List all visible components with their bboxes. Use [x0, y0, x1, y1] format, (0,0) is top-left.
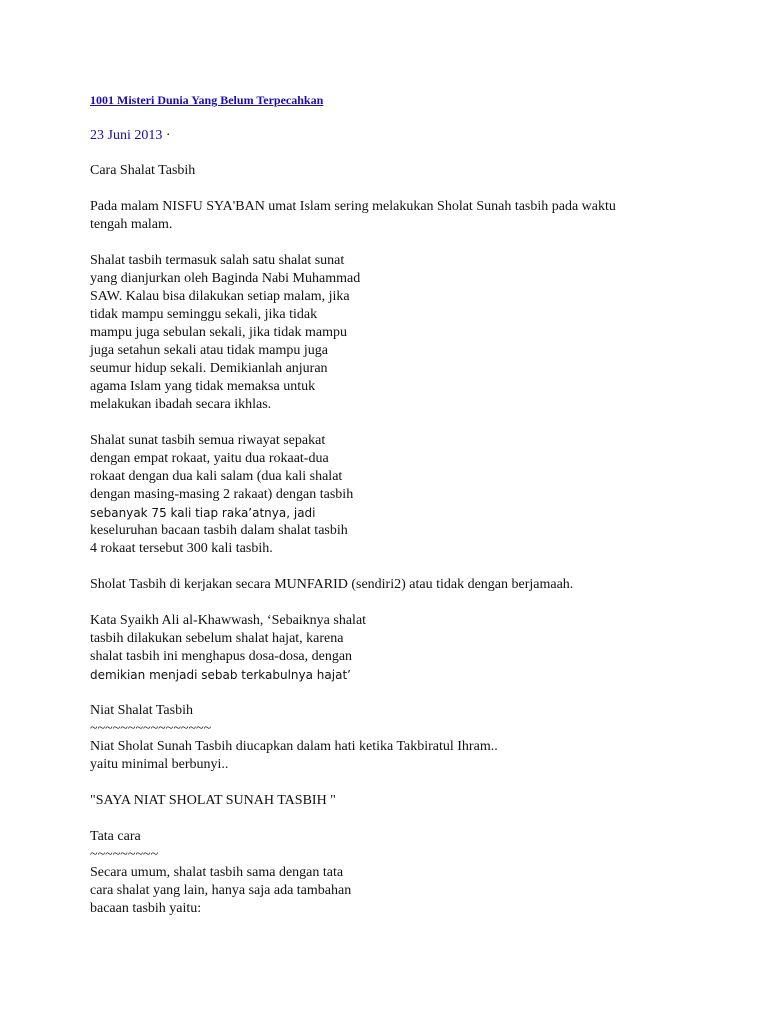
text-line: Niat Sholat Sunah Tasbih diucapkan dalam hati ketika Takbiratul Ihram.. [90, 739, 498, 754]
text-line: seumur hidup sekali. Demikianlah anjuran [90, 361, 328, 376]
text-line: tasbih dilakukan sebelum shalat hajat, karena [90, 631, 344, 646]
paragraph-munfarid [90, 576, 730, 594]
text-line: dengan masing-masing 2 rakaat) dengan tasbih [90, 487, 354, 502]
text-line: yaitu minimal berbunyi.. [90, 757, 229, 772]
text-line: mampu juga sebulan sekali, jika tidak mampu [90, 325, 347, 340]
text-line: juga setahun sekali atau tidak mampu juga [90, 343, 328, 358]
text-line: yang dianjurkan oleh Baginda Nabi Muhammad [90, 271, 361, 286]
blog-title-link[interactable]: 1001 Misteri Dunia Yang Belum Terpecahkan [90, 93, 324, 107]
paragraph-intro [90, 198, 730, 234]
tilde-divider: ~~~~~~~~~ [90, 847, 159, 862]
text-line: shalat tasbih ini menghapus dosa-dosa, dengan [90, 649, 353, 664]
post-date-link[interactable]: 23 Juni 2013 [90, 128, 163, 143]
text-line: rokaat dengan dua kali salam (dua kali shalat [90, 469, 343, 484]
text-line: tidak mampu seminggu sekali, jika tidak [90, 307, 318, 322]
text-line: dengan empat rokaat, yaitu dua rokaat-dua [90, 451, 329, 466]
text-line: cara shalat yang lain, hanya saja ada tambahan [90, 883, 352, 898]
post-date-line [90, 128, 171, 144]
text-line: "SAYA NIAT SHOLAT SUNAH TASBIH " [90, 793, 336, 808]
text-line: 4 rokaat tersebut 300 kali tasbih. [90, 541, 273, 556]
section-tatacara [90, 828, 730, 918]
article-title: Cara Shalat Tasbih [90, 163, 196, 178]
article-body [90, 162, 730, 936]
section-heading: Niat Shalat Tasbih [90, 703, 193, 718]
section-niat [90, 702, 730, 774]
text-line: Kata Syaikh Ali al-Khawwash, ‘Sebaiknya shalat [90, 613, 367, 628]
paragraph-quote [90, 612, 730, 684]
text-line: Sholat Tasbih di kerjakan secara MUNFARID (sendiri2) atau tidak dengan berjamaah. [90, 577, 574, 592]
paragraph-definition [90, 252, 730, 414]
niat-quote [90, 792, 730, 810]
text-line: melakukan ibadah secara ikhlas. [90, 397, 272, 412]
date-separator: · [162, 128, 171, 143]
text-line: demikian menjadi sebab terkabulnya hajat’ [90, 668, 351, 682]
text-line: Secara umum, shalat tasbih sama dengan tata [90, 865, 344, 880]
section-heading: Tata cara [90, 829, 141, 844]
text-line: bacaan tasbih yaitu: [90, 901, 202, 916]
text-line: Shalat sunat tasbih semua riwayat sepakat [90, 433, 326, 448]
text-line: tengah malam. [90, 217, 173, 232]
text-line: sebanyak 75 kali tiap raka’atnya, jadi [90, 506, 316, 520]
text-line: Pada malam NISFU SYA'BAN umat Islam sering melakukan Sholat Sunah tasbih pada waktu [90, 199, 616, 214]
paragraph-rakaat [90, 432, 730, 558]
tilde-divider: ~~~~~~~~~~~~~~~~ [90, 721, 212, 736]
text-line: keseluruhan bacaan tasbih dalam shalat tasbih [90, 523, 348, 538]
text-line: SAW. Kalau bisa dilakukan setiap malam, jika [90, 289, 350, 304]
text-line: Shalat tasbih termasuk salah satu shalat sunat [90, 253, 345, 268]
text-line: agama Islam yang tidak memaksa untuk [90, 379, 316, 394]
